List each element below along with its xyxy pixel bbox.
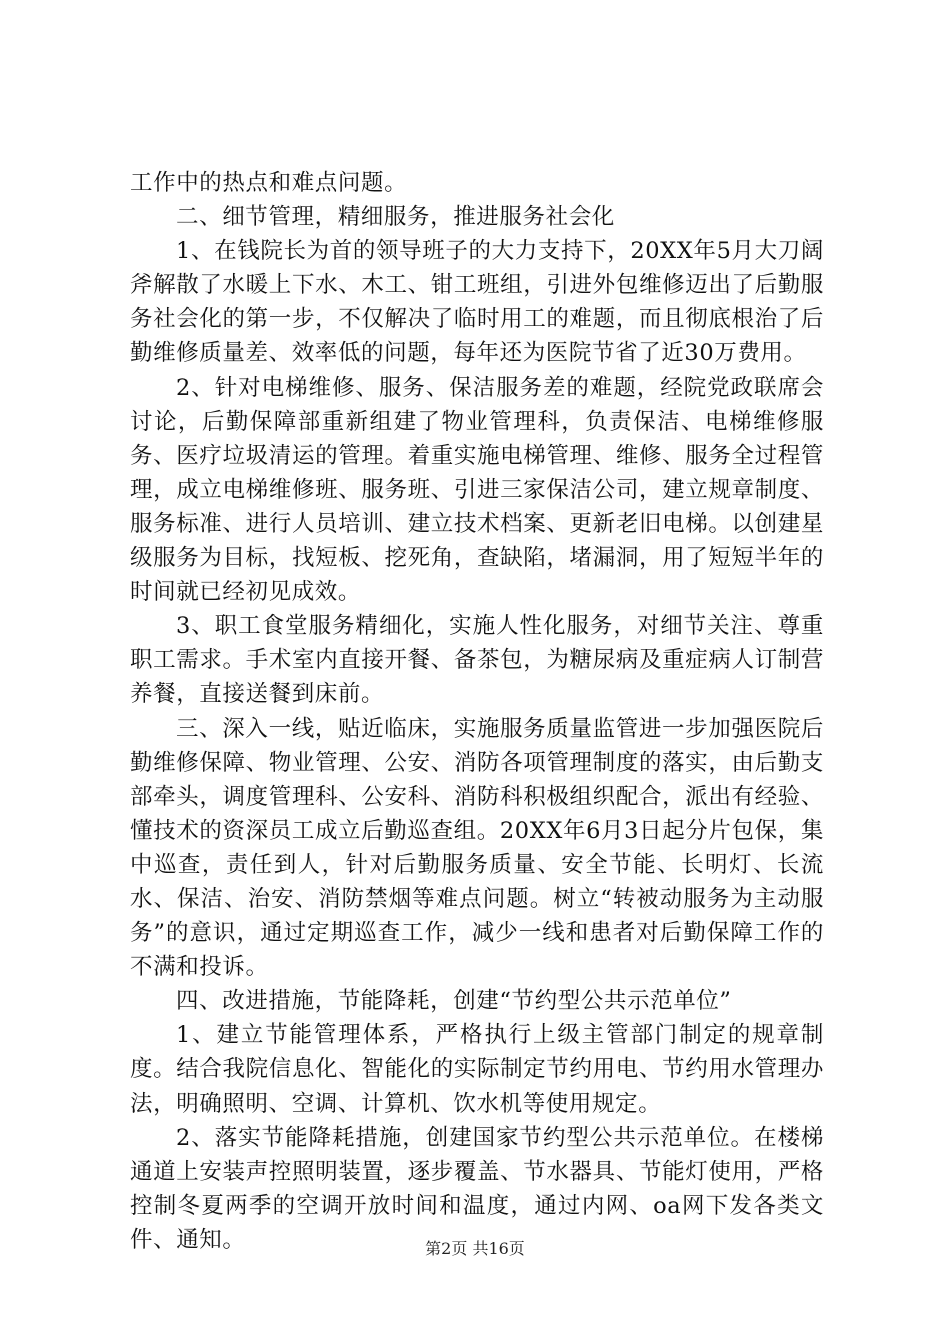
paragraph-2-2: 2、针对电梯维修、服务、保洁服务差的难题，经院党政联席会讨论，后勤保障部重新组建了物业管理科，负责保洁、电梯维修服务、医疗垃圾清运的管理。着重实施电梯管理、维修、服务全过程管理，成立电梯维修班、服务班、引进三家保洁公司，建立规章制度、服务标准、进行人员培训、建立技术档案、更新老旧电梯。以创建星级服务为目标，找短板、挖死角，查缺陷，堵漏洞，用了短短半年的时间就已经初见成效。 [130, 374, 824, 606]
section-heading-2: 二、细节管理，精细服务，推进服务社会化 [176, 204, 615, 231]
paragraph-continuation: 工作中的热点和难点问题。 [130, 170, 408, 196]
paragraph-4-1: 1、建立节能管理体系，严格执行上级主管部门制定的规章制度。结合我院信息化、智能化的实际制定节约用电、节约用水管理办法，明确照明、空调、计算机、饮水机等使用规定。 [130, 1022, 824, 1117]
section-3-paragraph: 三、深入一线，贴近临床，实施服务质量监管进一步加强医院后勤维修保障、物业管理、公安、消防各项管理制度的落实，由后勤支部牵头，调度管理科、公安科、消防科积极组织配合，派出有经验、懂技术的资深员工成立后勤巡查组。20XX年6月3日起分片包保，集中巡查，责任到人，针对后勤服务质量、安全节能、长明灯、长流水、保洁、治安、消防禁烟等难点问题。树立“转被动服务为主动服务”的意识，通过定期巡查工作，减少一线和患者对后勤保障工作的不满和投诉。 [130, 715, 824, 981]
page-footer: 第2页 共16页 [425, 1239, 525, 1258]
section-heading-4: 四、改进措施，节能降耗，创建“节约型公共示范单位” [176, 988, 732, 1015]
paragraph-2-1: 1、在钱院长为首的领导班子的大力支持下，20XX年5月大刀阔斧解散了水暖上下水、木工、钳工班组，引进外包维修迈出了后勤服务社会化的第一步，不仅解决了临时用工的难题，而且彻底根治了后勤维修质量差、效率低的问题，每年还为医院节省了近30万费用。 [130, 238, 824, 367]
document-body [130, 166, 824, 1257]
paragraph-4-2: 2、落实节能降耗措施，创建国家节约型公共示范单位。在楼梯通道上安装声控照明装置，逐步覆盖、节水器具、节能灯使用，严格控制冬夏两季的空调开放时间和温度，通过内网、oa网下发各类文件、通知。 [130, 1124, 824, 1253]
paragraph-2-3: 3、职工食堂服务精细化，实施人性化服务，对细节关注、尊重职工需求。手术室内直接开餐、备茶包，为糖尿病及重症病人订制营养餐，直接送餐到床前。 [130, 613, 824, 708]
